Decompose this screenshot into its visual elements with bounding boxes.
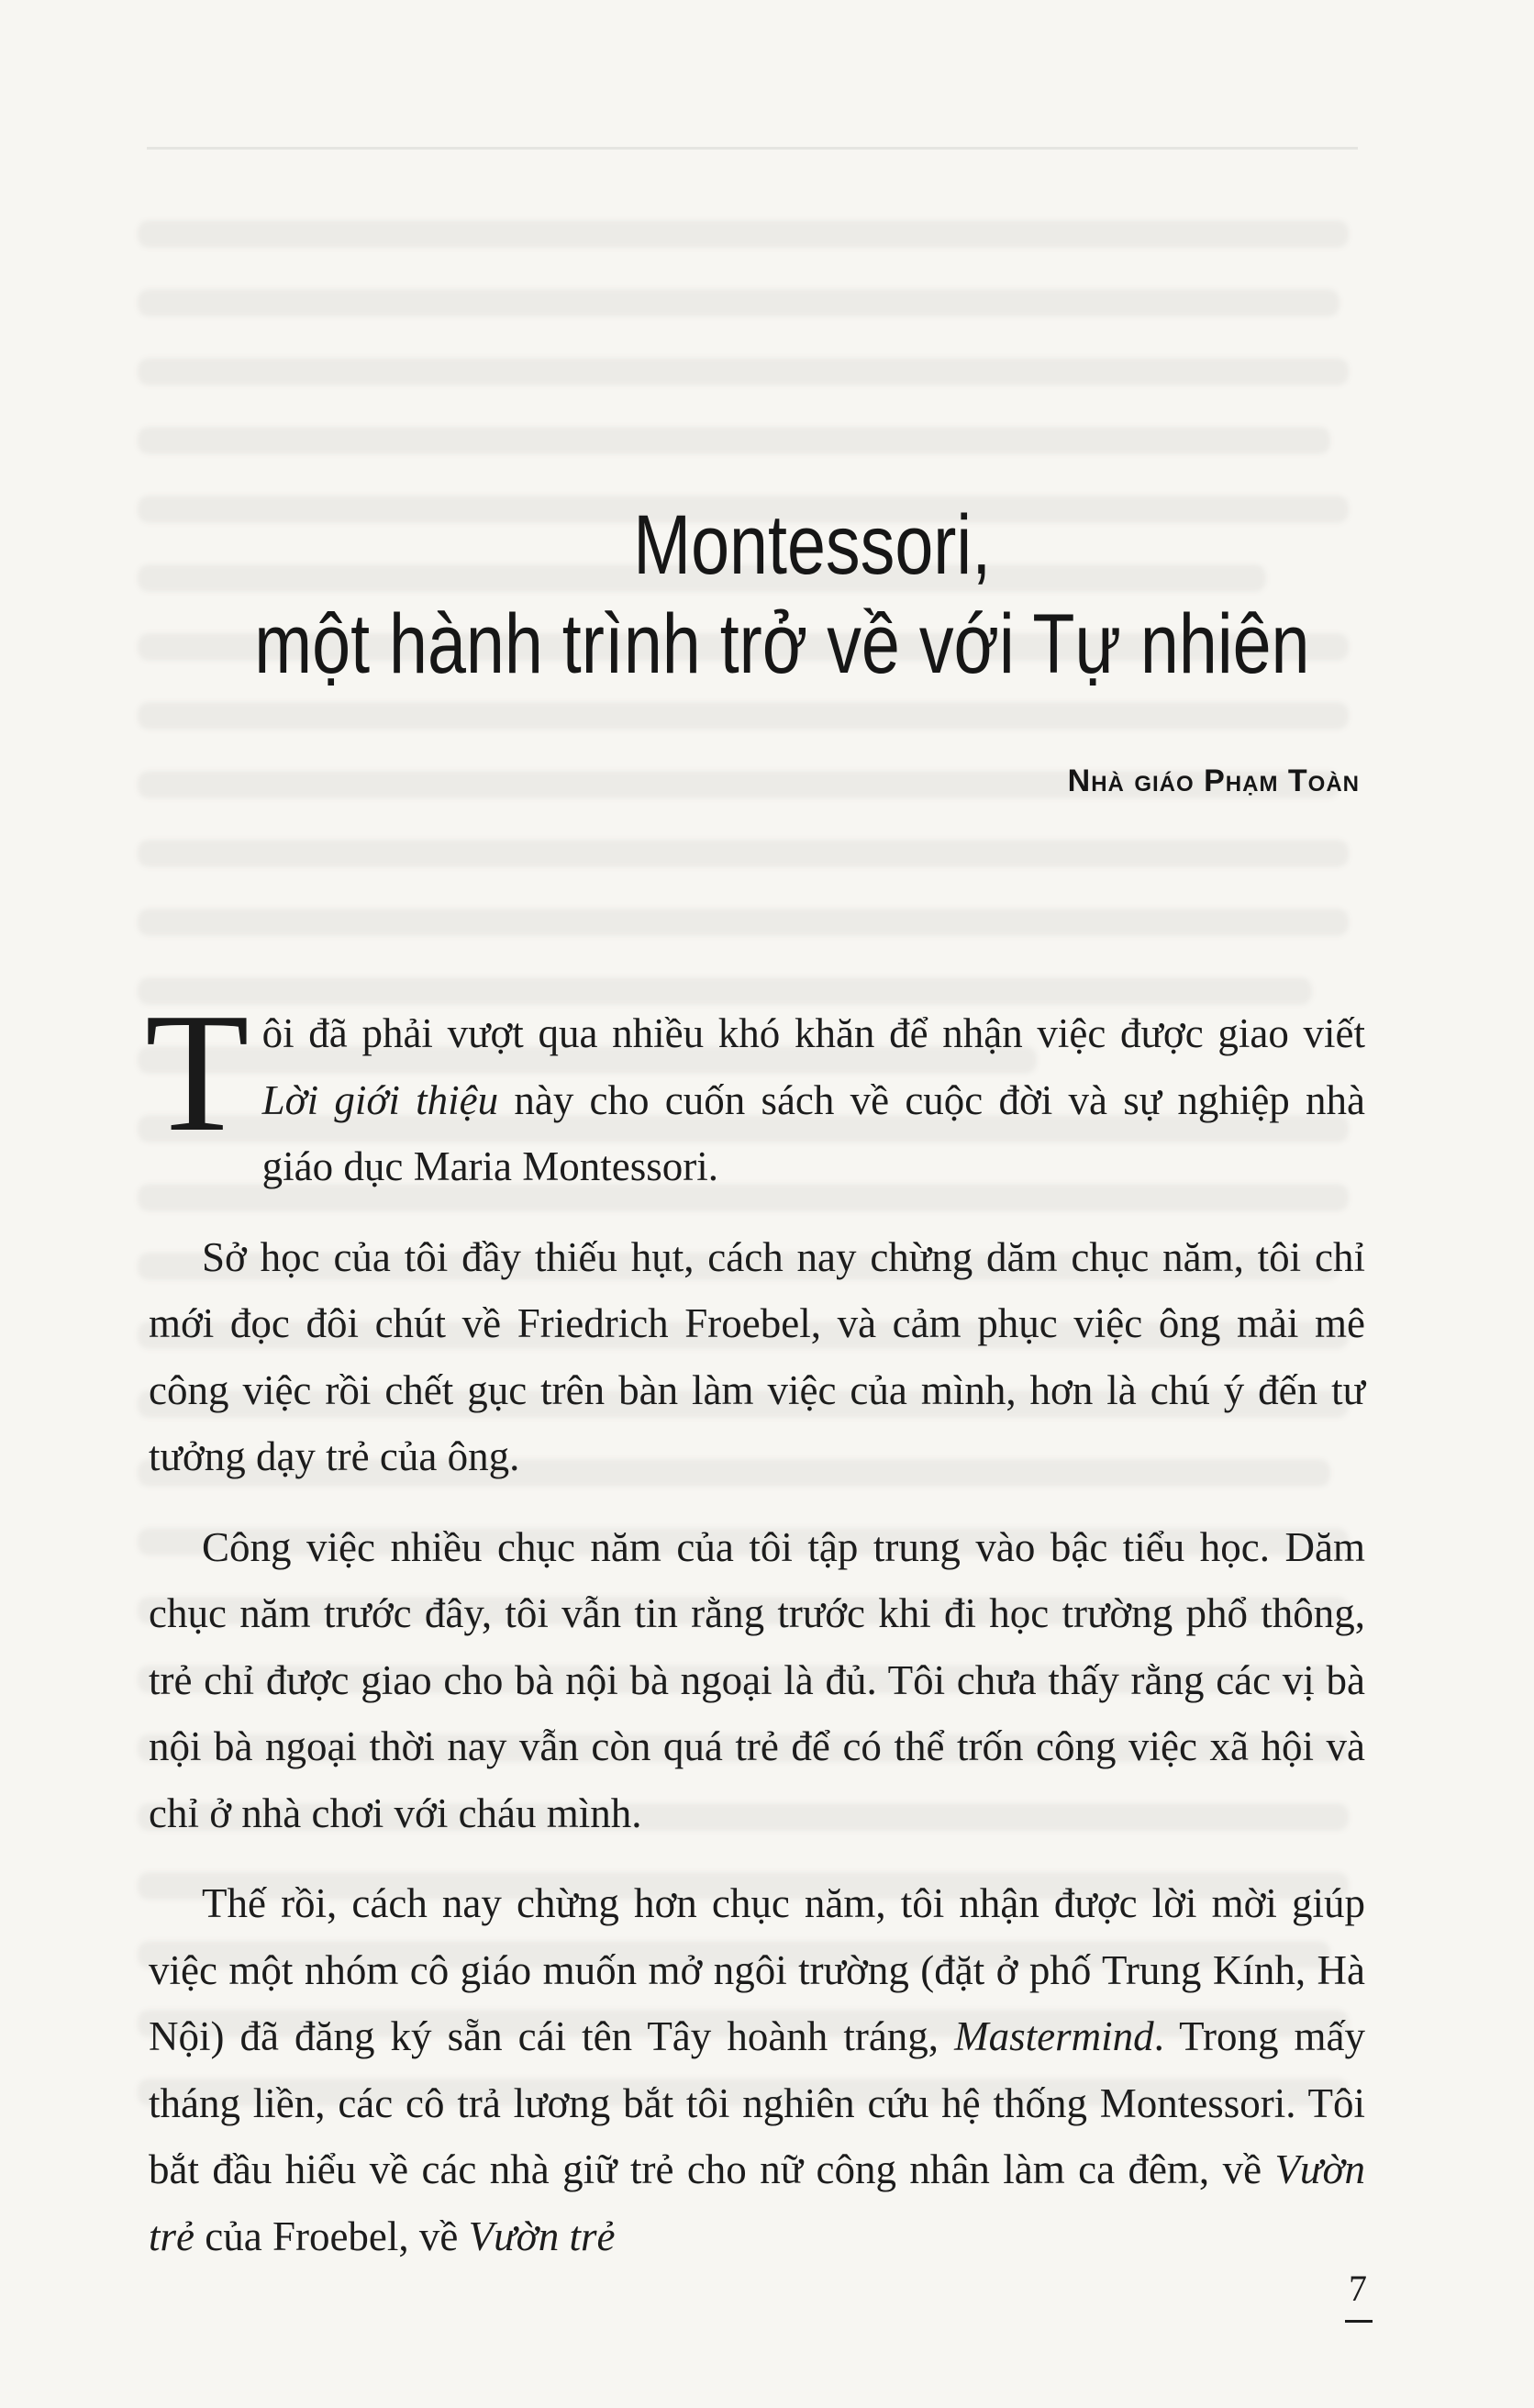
paragraph-1-italic: Lời giới thiệu <box>261 1076 499 1123</box>
show-through-line <box>138 220 1349 248</box>
paragraph-1 <box>145 978 1366 1200</box>
paragraph-1-text-b: này cho cuốn sách về cuộc đời và sự nghiệp nhà giáo dục Maria Montessori. <box>261 1076 1366 1189</box>
show-through-line <box>138 840 1349 867</box>
paragraph-4-text-a: Thế rồi, cách nay chừng hơn chục năm, tôi nhận được lời mời giúp việc một nhóm cô giáo muốn mở ngôi trường (đặt ở phố Trung Kính, Hà Nội) đã đăng ký sẵn cái tên Tây hoành tráng, <box>149 1880 1365 2059</box>
show-through-line <box>138 909 1349 936</box>
chapter-title <box>138 496 1395 694</box>
page-number-rule <box>1345 2320 1373 2323</box>
author-byline: Nhà giáo Phạm Toàn <box>1067 764 1360 798</box>
paragraph-4-italic-1: Mastermind <box>954 2013 1154 2059</box>
paragraph-4-italic-3: Vườn trẻ <box>468 2213 616 2259</box>
paragraph-4-italic-2: Vườn trẻ <box>149 2146 1365 2259</box>
paragraph-2: Sở học của tôi đầy thiếu hụt, cách nay chừng dăm chục năm, tôi chỉ mới đọc đôi chút về Friedrich Froebel, và cảm phục việc ông mải mê công việc rồi chết gục trên bàn làm việc của mình, hơn là chú ý đến tư tưởng dạy trẻ của ông. <box>149 1233 1365 1479</box>
body-text <box>145 978 1366 2293</box>
paragraph-3: Công việc nhiều chục năm của tôi tập trung vào bậc tiểu học. Dăm chục năm trước đây, tôi vẫn tin rằng trước khi đi học trường phổ thông, trẻ chỉ được giao cho bà nội bà ngoại là đủ. Tôi chưa thấy rằng các vị bà nội bà ngoại thời nay vẫn còn quá trẻ để có thể trốn công việc xã hội và chỉ ở nhà chơi với cháu mình. <box>149 1523 1365 1836</box>
show-through-line <box>138 358 1349 385</box>
paragraph-1-text-a: ôi đã phải vượt qua nhiều khó khăn để nhận việc được giao viết <box>261 1010 1365 1056</box>
paragraph-4 <box>149 1870 1365 2269</box>
show-through-line <box>138 702 1349 730</box>
title-line-2: một hành trình trở về với Tự nhiên <box>254 597 1310 691</box>
show-through-rule <box>147 147 1358 150</box>
show-through-line <box>138 289 1339 317</box>
paragraph-4-text-b: . Trong mấy tháng liền, các cô trả lương bắt tôi nghiên cứu hệ thống Montessori. Tôi bắt đầu hiểu về các nhà giữ trẻ cho nữ công nhân làm ca đêm, về <box>149 2013 1365 2192</box>
page-number: 7 <box>1349 2268 1367 2309</box>
show-through-line <box>138 427 1330 454</box>
drop-cap: T <box>145 978 250 1167</box>
title-line-1: Montessori, <box>633 498 992 592</box>
paragraph-4-text-c: của Froebel, về <box>195 2213 469 2259</box>
